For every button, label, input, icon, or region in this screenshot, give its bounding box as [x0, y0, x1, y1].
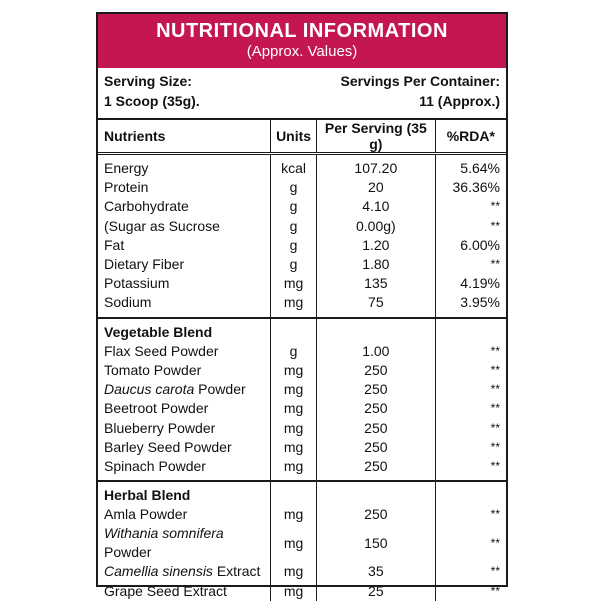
nutrient-name: Sodium: [104, 294, 152, 311]
unit-cell: mg: [271, 457, 317, 476]
panel-subtitle: (Approx. Values): [246, 43, 358, 60]
rda-cell: 6.00%: [435, 236, 506, 255]
units-cell: [271, 323, 317, 342]
value-cell: 25: [317, 582, 436, 601]
section-title: Vegetable Blend: [104, 323, 213, 340]
table-row: [98, 582, 506, 601]
nutrient-name: [98, 380, 271, 399]
table-row: [98, 293, 506, 312]
unit-cell: g: [271, 178, 317, 197]
table-row: [98, 255, 506, 274]
table-row: [98, 159, 506, 178]
rda-cell: **: [435, 399, 506, 418]
value-cell: 75: [317, 293, 436, 312]
units-cell: [271, 486, 317, 505]
nutrient-name: Protein: [104, 179, 149, 196]
nutrient-name: Beetroot Powder: [104, 400, 209, 417]
table-row: [98, 505, 506, 524]
rda-cell: [435, 323, 506, 342]
nutrient-name-italic: Withania somnifera: [104, 525, 224, 542]
unit-cell: mg: [271, 438, 317, 457]
rda-cell: **: [435, 562, 506, 581]
nutrient-name: Barley Seed Powder: [104, 438, 232, 455]
nutrient-name: Blueberry Powder: [104, 419, 216, 436]
unit-cell: mg: [271, 418, 317, 437]
rda-cell: 4.19%: [435, 274, 506, 293]
unit-cell: mg: [271, 582, 317, 601]
table-row: [98, 274, 506, 293]
value-cell: 1.00: [317, 342, 436, 361]
value-cell: 0.00g): [317, 217, 436, 236]
table-row: [98, 236, 506, 255]
table-row: [98, 418, 506, 437]
rda-cell: [435, 486, 506, 505]
table-row: [98, 457, 506, 476]
value-cell: 250: [317, 399, 436, 418]
value-cell: 1.80: [317, 255, 436, 274]
rda-cell: **: [435, 418, 506, 437]
table-row: [98, 361, 506, 380]
col-units: Units: [271, 120, 317, 154]
table-row: [98, 438, 506, 457]
nutrient-name-rest: Powder: [194, 381, 246, 398]
unit-cell: mg: [271, 293, 317, 312]
value-cell: 250: [317, 505, 436, 524]
nutrient-name: Amla Powder: [104, 506, 188, 523]
unit-cell: kcal: [271, 159, 317, 178]
table-row: [98, 399, 506, 418]
serving-size-value: 1 Scoop (35g).: [104, 93, 200, 109]
nutrition-table: [98, 120, 506, 601]
unit-cell: mg: [271, 274, 317, 293]
nutrient-name: [98, 562, 271, 581]
value-cell: 250: [317, 361, 436, 380]
nutrient-name: Flax Seed Powder: [104, 342, 219, 359]
nutrient-name: (Sugar as Sucrose: [104, 217, 220, 234]
value-cell: 250: [317, 418, 436, 437]
value-cell: 150: [317, 524, 436, 562]
table-row: [98, 217, 506, 236]
value-cell: 250: [317, 380, 436, 399]
table-row: [98, 197, 506, 216]
nutrition-panel: [96, 12, 508, 599]
unit-cell: g: [271, 342, 317, 361]
rda-cell: **: [435, 582, 506, 601]
unit-cell: mg: [271, 505, 317, 524]
herbal-blend-title: [98, 486, 506, 505]
value-cell: 4.10: [317, 197, 436, 216]
vegetable-blend-title: [98, 323, 506, 342]
rda-cell: **: [435, 361, 506, 380]
table-row: [98, 562, 506, 581]
nutrient-name-rest: Powder: [104, 544, 152, 561]
rda-cell: 3.95%: [435, 293, 506, 312]
nutrient-name: Fat: [104, 236, 125, 253]
rda-cell: **: [435, 342, 506, 361]
rda-cell: **: [435, 524, 506, 562]
unit-cell: mg: [271, 524, 317, 562]
col-per-serving: Per Serving (35 g): [317, 120, 436, 154]
unit-cell: g: [271, 217, 317, 236]
nutrient-name: Potassium: [104, 275, 170, 292]
nutrient-name: Dietary Fiber: [104, 256, 185, 273]
panel-title: NUTRITIONAL INFORMATION: [156, 20, 448, 42]
value-cell: 250: [317, 457, 436, 476]
rda-cell: **: [435, 438, 506, 457]
table-row: [98, 524, 506, 562]
serving-info: [98, 68, 506, 120]
value-cell: 250: [317, 438, 436, 457]
col-rda: %RDA*: [435, 120, 506, 154]
nutrient-name: Grape Seed Extract: [104, 582, 227, 599]
unit-cell: g: [271, 236, 317, 255]
table-row: [98, 380, 506, 399]
unit-cell: mg: [271, 399, 317, 418]
rda-cell: **: [435, 255, 506, 274]
panel-header: [98, 14, 506, 68]
value-cell: 1.20: [317, 236, 436, 255]
rda-cell: 5.64%: [435, 159, 506, 178]
nutrient-name: Spinach Powder: [104, 457, 206, 474]
rda-cell: 36.36%: [435, 178, 506, 197]
rda-cell: **: [435, 380, 506, 399]
unit-cell: g: [271, 197, 317, 216]
rda-cell: **: [435, 505, 506, 524]
value-cell: 135: [317, 274, 436, 293]
unit-cell: mg: [271, 562, 317, 581]
servings-per-container-value: 11 (Approx.): [419, 93, 500, 109]
unit-cell: g: [271, 255, 317, 274]
value-cell: 35: [317, 562, 436, 581]
nutrient-name: Tomato Powder: [104, 361, 202, 378]
nutrient-name-italic: Camellia sinensis: [104, 563, 213, 580]
table-row: [98, 178, 506, 197]
nutrient-name: [98, 524, 271, 562]
rda-cell: **: [435, 197, 506, 216]
nutrient-name-italic: Daucus carota: [104, 381, 195, 398]
table-row: [98, 342, 506, 361]
value-cell: [317, 323, 436, 342]
unit-cell: mg: [271, 361, 317, 380]
col-nutrients: Nutrients: [98, 120, 271, 154]
rda-cell: **: [435, 457, 506, 476]
serving-size-label: Serving Size:: [104, 73, 192, 89]
nutrient-name: Carbohydrate: [104, 198, 189, 215]
value-cell: [317, 486, 436, 505]
table-header-row: [98, 120, 506, 154]
nutrient-name: Energy: [104, 160, 149, 177]
nutrient-name-rest: Extract: [212, 563, 261, 580]
table-body: [98, 154, 506, 601]
section-title: Herbal Blend: [104, 487, 191, 504]
value-cell: 107.20: [317, 159, 436, 178]
unit-cell: mg: [271, 380, 317, 399]
value-cell: 20: [317, 178, 436, 197]
servings-per-container-label: Servings Per Container:: [340, 73, 500, 89]
rda-cell: **: [435, 217, 506, 236]
